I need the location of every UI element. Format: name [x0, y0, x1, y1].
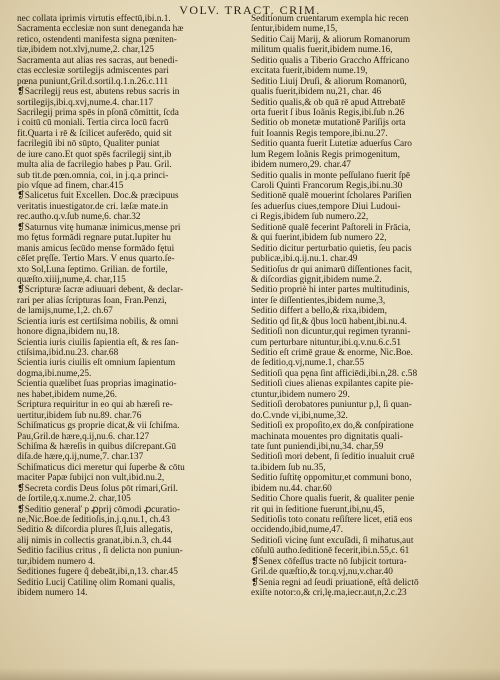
index-entry-line: nec collata iprimis virtutis effectū,ibi.n.1.	[17, 14, 171, 24]
index-entry-line: machinata mouentes pro dignitatis quali-	[251, 431, 403, 442]
index-entry-line: ne,Nic.Boe.de ſeditioſis,in.j.q.nu.1, ch.43	[17, 515, 170, 525]
index-entry-line: ta.ibidem ſub nu.35,	[251, 462, 326, 473]
index-entry-line: de ſortile,q.x.nume.2. char,105	[17, 494, 131, 505]
index-entry-line: Seditio qualis,& ob quā rē apud Attrebatē	[251, 97, 406, 108]
index-entry-line: ❡Scripturæ ſacræ adiuuari debent, & declar-	[17, 285, 184, 296]
index-entry-line: ❡Salicetus fuit Excellen. Doc.& præcipuus	[17, 191, 179, 202]
index-entry-line: lum Regem Ioãnis Regis primogenitum,	[251, 149, 400, 160]
index-entry-line: Seditioſi ciues alienas expilantes capite pie-	[251, 379, 414, 390]
index-entry-line: manis amicus ſecūdo mense formādo fętui	[17, 243, 175, 254]
index-entry-line: Seditioſis toto conatu reſiſtere licet, etiā eos	[251, 515, 413, 525]
index-entry-line: Seditio qualis a Tiberio Graccho Affricano	[251, 55, 410, 66]
index-entry-line: ❡Sacrilegij reus est, abutens rebus sacris in	[17, 87, 180, 98]
index-entry-line: Seditioſus dr qui animarū diſſentiones facit,	[251, 264, 413, 275]
index-entry-line: rari per alias ſcripturas Ioan, Fran.Penzi,	[17, 295, 167, 306]
index-entry-line: xto Sol,Luna ſeptimo. Grilian. de fortile,	[17, 264, 168, 275]
index-entry-line: Seditio qualis in monte peſſulano fuerit ſpē	[251, 170, 411, 181]
index-entry-line: tur,ibidem numero 4.	[17, 556, 96, 567]
index-entry-line: rit qui in ſeditione fuerunt,ibi,nu,45,	[251, 504, 385, 515]
index-entry-line: mo fętus formādi regnare putat.Iupiter hu	[17, 233, 171, 244]
index-entry-line: ibidem numero 14.	[17, 588, 88, 599]
index-entry-line: Schiſma & hæreſis in quibus diſcrepant.Gū	[17, 441, 177, 452]
index-entry-line: Seditioſi mori debent, ſi ſeditio inualuit cruē	[251, 452, 415, 463]
index-entry-line: ❡Seditio generaľ p ꝓprij cōmodi ꝓcuratio-	[17, 504, 181, 515]
index-entry-line: Scientia iuris ciuilis eſt omnium ſapientum	[17, 358, 176, 369]
index-entry-line: fit.Quarta i rē & ſcilicet auferēdo, quid sit	[17, 128, 172, 139]
index-entry-line: Schiſmaticus dici meretur qui ſuperbe & cōtu	[17, 462, 185, 473]
index-entry-line: Seditio Lucij Catilinę olim Romani qualis,	[17, 577, 176, 588]
index-entry-line: Seditioſi derobatores puniuntur p,l, ſi quan-	[251, 400, 412, 411]
index-entry-line: i coitū cū moniali. Tertia circa locū facrū	[17, 118, 169, 129]
index-entry-line: orta fuerit ſ ibus Ioãnis Regis,ibi.ſub n.26	[251, 107, 405, 118]
index-entry-line: diſa.de hære,q.ij,nume,7. char.137	[17, 452, 144, 463]
index-entry-line: Seditioſi non dicuntur,qui regimen tyranni-	[251, 327, 411, 338]
index-entry-line: Sacrilegij prima spēs in pſonā cōmittit, ſcda	[17, 107, 179, 118]
index-entry-line: dogma,ibi.nume,25.	[17, 368, 92, 379]
index-entry-line: inter ſe diſſentientes,ibidem nume,3,	[251, 295, 386, 306]
index-entry-line: & diſcordias gignit,ibidem nume.2.	[251, 274, 382, 285]
index-entry-line: pio vſque ad finem, char.415	[17, 181, 124, 191]
index-entry-line: cum perturbare nituntur,ibi.q.v.nu.6.c.51	[251, 337, 402, 348]
index-entry-line: Seditioſi ex propoſito,ex do,& conſpiratione	[251, 421, 414, 432]
index-entry-line: ctuntur,ibidem numero 29.	[251, 389, 350, 400]
index-entry-line: maciter Papæ ſubijci non vult,ibid.nu.2,	[17, 473, 165, 484]
index-entry-line: veritatis inuestigator.de cri. læſæ mate.in	[17, 201, 169, 212]
index-entry-line: ❡Senia regni ad ſeudi priuationē, eſtã delictō	[251, 577, 419, 588]
index-entry-line: Seditio differt a bello,& rixa,ibidem,	[251, 306, 387, 317]
index-entry-line: Scientia iuris ciuilis ſapientia eſt, & res ſan-	[17, 337, 179, 348]
index-entry-line: publicæ,ibi.q.ij.nu.1. char.49	[251, 254, 358, 265]
index-entry-line: tate ſunt puniendi,ibi,nu,34. char,59	[251, 441, 384, 452]
index-entry-line: sub tit.de pœn.omnia, coi, in j.q.a princi-	[17, 170, 169, 181]
index-entry-line: do.C.vnde vi,ibi,nume,32.	[251, 410, 348, 421]
index-entry-line: de lamijs,nume,1,2. ch.67	[17, 306, 113, 317]
index-entry-line: multa alia de facrilegio habes p Pau. Gril.	[17, 160, 172, 171]
index-column-left	[17, 14, 245, 599]
index-entry-line: Seditio facilius critus , ſi delicta non puniun-	[17, 546, 183, 557]
index-entry-line: Seditio Liuij Druſi, & aliorum Romanorū,	[251, 76, 407, 87]
index-entry-line: qualis fuerit,ibidem nu,21, char. 46	[251, 87, 382, 98]
index-entry-line: alij nimis in collectis granat,ibi.n.3, ch.44	[17, 535, 172, 546]
index-entry-line: Seditioſi qua pęna ſint afficiēdi,ibi.n,28. c.58	[251, 368, 418, 379]
index-entry-line: Pau,Gril.de hære,q.ij,nu.6. char.127	[17, 431, 150, 442]
index-entry-line: exiſte notor:o,& cri,lę.ma,iecr.aut,n,2.c.23	[251, 588, 407, 599]
index-entry-line: Scientia iuris est certiſsima nobilis, & omni	[17, 316, 179, 327]
index-entry-line: Sacramenta ecclesiæ non sunt deneganda hæ	[17, 24, 184, 35]
index-entry-line: sortilegijs,ibi.q.xvj,nume.4. char.117	[17, 97, 153, 108]
index-entry-line: facrilegiū ibi nō sūpto, Qualiter puniat	[17, 139, 160, 150]
index-entry-line: Seditioſi vicinę ſunt excuſādi, ſi mihatus,aut	[251, 535, 414, 546]
index-entry-line: Scientia quælibet ſuas proprias imaginatio-	[17, 379, 177, 390]
index-entry-line: Seditio Caij Marij, & aliorum Romanorum	[251, 34, 411, 45]
running-title: VOLV. TRACT. CRIM.	[179, 3, 321, 17]
index-entry-line: honore digna,ibidem nu,18.	[17, 327, 120, 338]
index-entry-line: excitata fuerit,ibidem nume.19,	[251, 66, 368, 77]
index-entry-line: ibidem nu.44. char.60	[251, 483, 332, 494]
index-entry-line: cōſulū autho.ſeditionē fecerit,ibi.n.55,c. 61	[251, 546, 410, 557]
index-entry-line: cēſet pręſſe. Tertio Mars. V enus quarto.ſe-	[17, 254, 175, 265]
index-entry-line: ❡Senex cōfeſſus tracte nō ſubjicit tortura-	[251, 556, 407, 567]
index-entry-line: quæſto.xiiij,nume,4. char,115	[17, 274, 126, 285]
index-entry-line: Seditio eſt crimē graue & enorme, Nic.Boe.	[251, 348, 413, 358]
index-entry-line: Seditio qd ſit,& q̃bus locū habent,ibi.nu.4.	[251, 316, 407, 327]
index-entry-line: Schiſmaticus gs proprie dicat,& vii ſchiſma.	[17, 421, 180, 432]
index-entry-line: ibidem numero,29. char.47	[251, 160, 351, 171]
index-entry-line: Seditio dicitur perturbatio quietis, ſeu pacis	[251, 243, 412, 254]
index-entry-line: Seditiones fugere q̃ debeāt,ibi,n,13. char.45	[17, 567, 178, 578]
index-entry-line: de ſeditio,q.vj,nume.1, char.55	[251, 358, 365, 369]
index-entry-line: Seditio Chore qualis fuerit, & qualiter penie	[251, 494, 415, 505]
index-entry-line: ❡Secreta cordis Deus ſolus pōt rimari,Gril.	[17, 483, 178, 494]
index-entry-line: de iure cano.Et quot spēs facrilegij sint,ib	[17, 149, 172, 160]
index-entry-line: militum qualis fuerit,ibidem nume.16,	[251, 45, 393, 56]
index-entry-line: Seditio ſuſtitę oppomitur,et communi bono,	[251, 473, 412, 484]
index-entry-line: ſentur,ibidem nume,15,	[251, 24, 338, 35]
index-entry-line: ctiſsima,ibid.nu.23. char.68	[17, 348, 119, 358]
index-column-right	[251, 14, 483, 599]
index-entry-line: retico, ostendenti manifesta signa pœniten-	[17, 34, 177, 45]
index-entry-line: Seditionē qualē fecerint Paſtoreli in Frācia,	[251, 222, 411, 233]
index-entry-line: pœna puniunt,Gril.d.sortil.q.1.n.26.c.111	[17, 76, 169, 87]
index-entry-line: rec.autho.q.v.ſub nume,6. char.32	[17, 212, 141, 223]
index-entry-line: & qui fuerint,ibidem ſub numero 22,	[251, 233, 387, 244]
index-entry-line: Seditionum cruentarum exempla hic recen	[251, 14, 409, 24]
index-entry-line: ctas ecclesiæ sortilegijs admiscentes pari	[17, 66, 169, 77]
index-entry-line: ❡Saturnus vitę humanæ inimicus,mense pri	[17, 222, 181, 233]
index-entry-line: Seditionē qualē mouerint ſcholares Pariſien	[251, 191, 412, 202]
index-entry-line: Seditio & diſcordia plures ſī,Iuis allegatis,	[17, 525, 173, 536]
index-entry-line: uertitur,ibidem ſub nu.89. char.76	[17, 410, 142, 421]
index-entry-line: Sacramenta aut alias res sacras, aut benedi-	[17, 55, 178, 66]
index-entry-line: Seditio ob monetæ mutationē Pariſijs orta	[251, 118, 406, 129]
index-entry-line: nes habet,ibidem nume,26.	[17, 389, 117, 400]
index-entry-line: Caroli Quinti Francorum Regis,ibi.nu.30	[251, 181, 403, 191]
index-entry-line: Seditio propriè hi inter partes multitudinis,	[251, 285, 410, 296]
index-entry-line: Scriptura requiritur in eo qui ab hæreſi re-	[17, 400, 173, 411]
index-entry-line: Gril.de quæſtio,& tor.q.vj,nu,v.char.40	[251, 567, 393, 578]
index-entry-line: Seditio quanta fuerit Lutetiæ aduerſus Caro	[251, 139, 412, 150]
index-entry-line: occidendo,ibid,nume,47.	[251, 525, 343, 536]
index-entry-line: ſes aduerſus ciues,tempore Diui Ludoui-	[251, 201, 401, 212]
page-edge-shadow	[0, 668, 500, 680]
index-entry-line: fuit Ioannis Regis tempore,ibi.nu.27.	[251, 128, 388, 139]
index-entry-line: ci Regis,ibidem ſub numero.22,	[251, 212, 369, 223]
index-entry-line: tiæ,ibidem not.xlvj,nume,2. char,125	[17, 45, 154, 56]
